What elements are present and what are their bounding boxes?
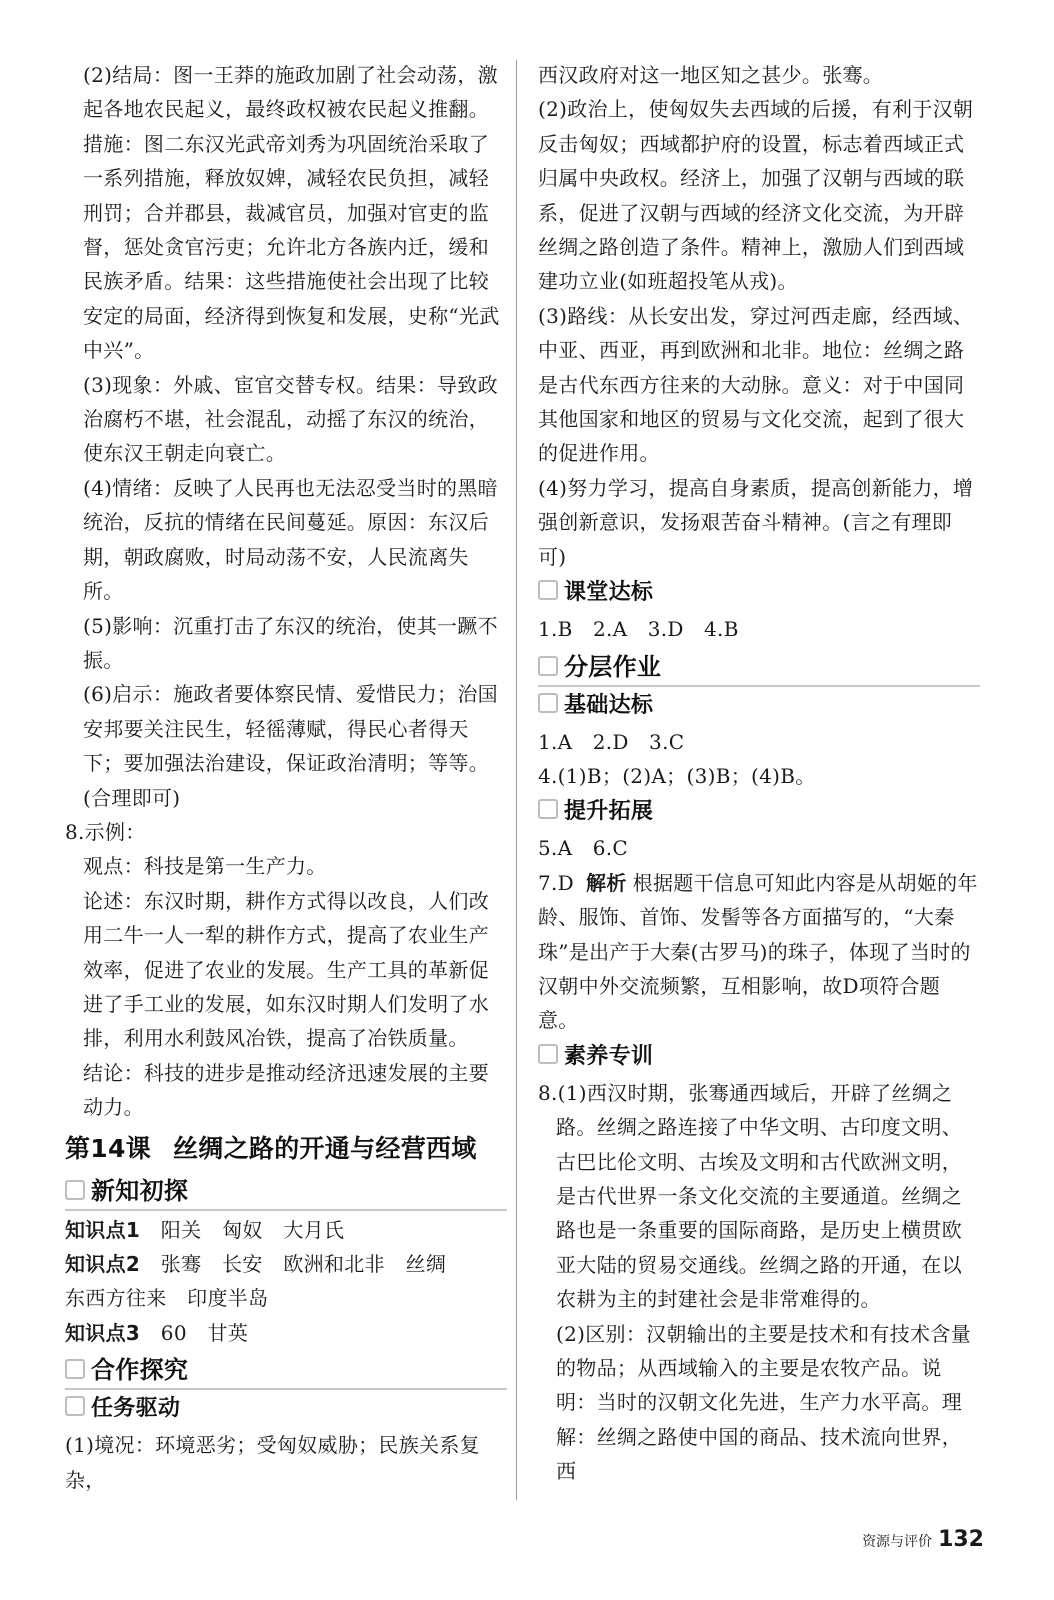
section-icon	[538, 580, 558, 600]
lesson-number: 第14课	[65, 1133, 151, 1163]
kp-answer: 丝绸	[405, 1252, 447, 1276]
section-heading-class	[538, 576, 980, 610]
lesson-title	[65, 1127, 507, 1171]
kp-answer: 60	[160, 1320, 187, 1345]
kp-answer: 欧洲和北非	[283, 1252, 385, 1276]
answer-paragraph: (3)现象：外戚、宦官交替专权。结果：导致政治腐朽不堪，社会混乱，动摇了东汉的统治，使东汉王朝走向衰亡。	[83, 372, 498, 466]
analysis-keyword: 解析	[586, 870, 627, 895]
answer-paragraph: (6)启示：施政者要体察民情、爱惜民力；治国安邦要关注民生，轻徭薄赋，得民心者得天下；要加强法治建设，保证政治清明；等等。(合理即可)	[83, 682, 498, 810]
answer-line: 1.B 2.A 3.D 4.B	[538, 617, 739, 642]
section-heading-text: 新知初探	[91, 1176, 189, 1205]
answer-paragraph: 论述：东汉时期，耕作方式得以改良，人们改用二牛一人一犁的耕作方式，提高了农业生产效率，促进了农业的发展。生产工具的革新促进了手工业的发展，如东汉时期人们发明了水排，利用水利鼓风冶铁，提高了冶铁质量。	[83, 888, 489, 1051]
answer-line: 1.A 2.D 3.C	[538, 729, 685, 754]
section-heading-text: 提升拓展	[564, 799, 654, 825]
section-icon	[65, 1359, 85, 1379]
subsection-heading-literacy	[538, 1040, 980, 1074]
subsection-heading-basic	[538, 689, 980, 723]
section-heading-layer	[538, 649, 980, 687]
kp-answer: 阳关	[160, 1217, 202, 1242]
page-number: 132	[938, 1527, 984, 1552]
answer-paragraph: (4)努力学习，提高自身素质，提高创新能力，增强创新意识，发扬艰苦奋斗精神。(言之有理即可)	[538, 475, 974, 569]
kp-answer: 长安	[222, 1252, 263, 1276]
section-heading-text: 任务驱动	[91, 1396, 181, 1422]
answer-paragraph: (4)情绪：反映了人民再也无法忍受当时的黑暗统治，反抗的情绪在民间蔓延。原因：东汉后期，朝政腐败，时局动荡不安，人民流离失所。	[83, 475, 498, 604]
right-column	[538, 58, 980, 1489]
analysis-text: 根据题干信息可知此内容是从胡姬的年龄、服饰、首饰、发髻等各方面描写的，“大秦珠”是出产于大秦(古罗马)的珠子，体现了当时的汉朝中外交流频繁，互相影响，故D项符合题意。	[538, 870, 978, 1033]
answer-paragraph: (2)政治上，使匈奴失去西域的后援，有利于汉朝反击匈奴；西域都护府的设置，标志着西域正式归属中央政权。经济上，加强了汉朝与西域的联系，促进了汉朝与西域的经济文化交流，为开辟丝绸之路创造了条件。精神上，激励人们到西域建功立业(如班超投笔从戎)。	[538, 97, 974, 294]
answer-paragraph: (3)路线：从长安出发，穿过河西走廊，经西域、中亚、西亚，再到欧洲和北非。地位：丝绸之路是古代东西方往来的大动脉。意义：对于中国同其他国家和地区的贸易与文化交流，起到了很大的促进作用。	[538, 303, 974, 466]
section-heading-text: 分层作业	[564, 652, 662, 681]
answer-paragraph-7	[538, 866, 980, 1038]
lesson-name: 丝绸之路的开通与经营西域	[173, 1133, 477, 1163]
section-icon	[65, 1396, 85, 1416]
answer-paragraph: 措施：图二东汉光武帝刘秀为巩固统治采取了一系列措施，释放奴婢，减轻农民负担，减轻刑罚；合并郡县，裁减官员，加强对官吏的监督，惩处贪官污吏；允许北方各族内迁，缓和民族矛盾。结果：这些措施使社会出现了比较安定的局面，经济得到恢复和发展，史称“光武中兴”。	[83, 131, 500, 363]
knowledge-point-3	[65, 1316, 507, 1350]
answer-paragraph: (5)影响：沉重打击了东汉的统治，使其一蹶不振。	[83, 613, 498, 672]
kp-answer: 大月氏	[283, 1217, 345, 1242]
left-column	[65, 58, 507, 1497]
knowledge-point-2	[65, 1247, 507, 1281]
section-heading-text: 基础达标	[564, 692, 654, 718]
section-heading-new	[65, 1173, 507, 1211]
kp-answer: 张骞	[160, 1252, 202, 1276]
section-heading-text: 素养专训	[564, 1043, 654, 1069]
answer-paragraph: (2)结局：图一王莽的施政加剧了社会动荡，激起各地农民起义，最终政权被农民起义推翻。	[83, 63, 498, 122]
kp-answer: 甘英	[207, 1320, 249, 1345]
subsection-heading-task	[65, 1392, 507, 1426]
section-heading-coop	[65, 1352, 507, 1390]
section-icon	[538, 1044, 558, 1064]
knowledge-point-1	[65, 1213, 507, 1247]
kp-answer: 印度半岛	[187, 1286, 269, 1311]
subsection-heading-raise	[538, 795, 980, 829]
section-icon	[538, 693, 558, 713]
page-footer	[862, 1527, 984, 1552]
section-heading-text: 合作探究	[91, 1356, 189, 1385]
section-icon	[65, 1180, 85, 1200]
kp-label: 知识点3	[65, 1320, 141, 1345]
answer-paragraph: 西汉政府对这一地区知之甚少。张骞。	[538, 63, 884, 87]
answer-paragraph: 结论：科技的进步是推动经济迅速发展的主要动力。	[83, 1060, 489, 1120]
section-icon	[538, 799, 558, 819]
answer-paragraph: 观点：科技是第一生产力。	[83, 854, 327, 879]
answer-paragraph: 8.(1)西汉时期，张骞通西域后，开辟了丝绸之路。丝绸之路连接了中华文明、古印度文明、古巴比伦文明、古埃及文明和古代欧洲文明，是古代世界一条文化交流的主要通道。丝绸之路也是一条重要的国际商路，是历史上横贯欧亚大陆的贸易交通线。丝绸之路的开通，在以农耕为主的封建社会是非常难得的。	[538, 1080, 962, 1312]
answer-line: 4.(1)B；(2)A；(3)B；(4)B。	[538, 763, 816, 788]
footer-label: 资源与评价	[862, 1534, 933, 1550]
section-heading-text: 课堂达标	[564, 580, 654, 606]
column-divider	[516, 60, 517, 1500]
kp-label: 知识点1	[65, 1217, 141, 1242]
answer-paragraph: (1)境况：环境恶劣；受匈奴威胁；民族关系复杂，	[65, 1433, 480, 1492]
answer-line: 5.A 6.C	[538, 836, 629, 861]
kp-answer: 匈奴	[222, 1217, 263, 1242]
question-8-label: 8.示例：	[65, 819, 146, 844]
section-icon	[538, 656, 558, 676]
answer-paragraph: (2)区别：汉朝输出的主要是技术和有技术含量的物品；从西域输入的主要是农牧产品。说明：当时的汉朝文化先进，生产力水平高。理解：丝绸之路使中国的商品、技术流向世界，西	[556, 1321, 971, 1484]
kp-answer: 东西方往来	[65, 1286, 167, 1311]
kp-label: 知识点2	[65, 1252, 141, 1276]
knowledge-point-2-cont	[65, 1281, 507, 1315]
answer-choice: 7.D	[538, 870, 575, 895]
